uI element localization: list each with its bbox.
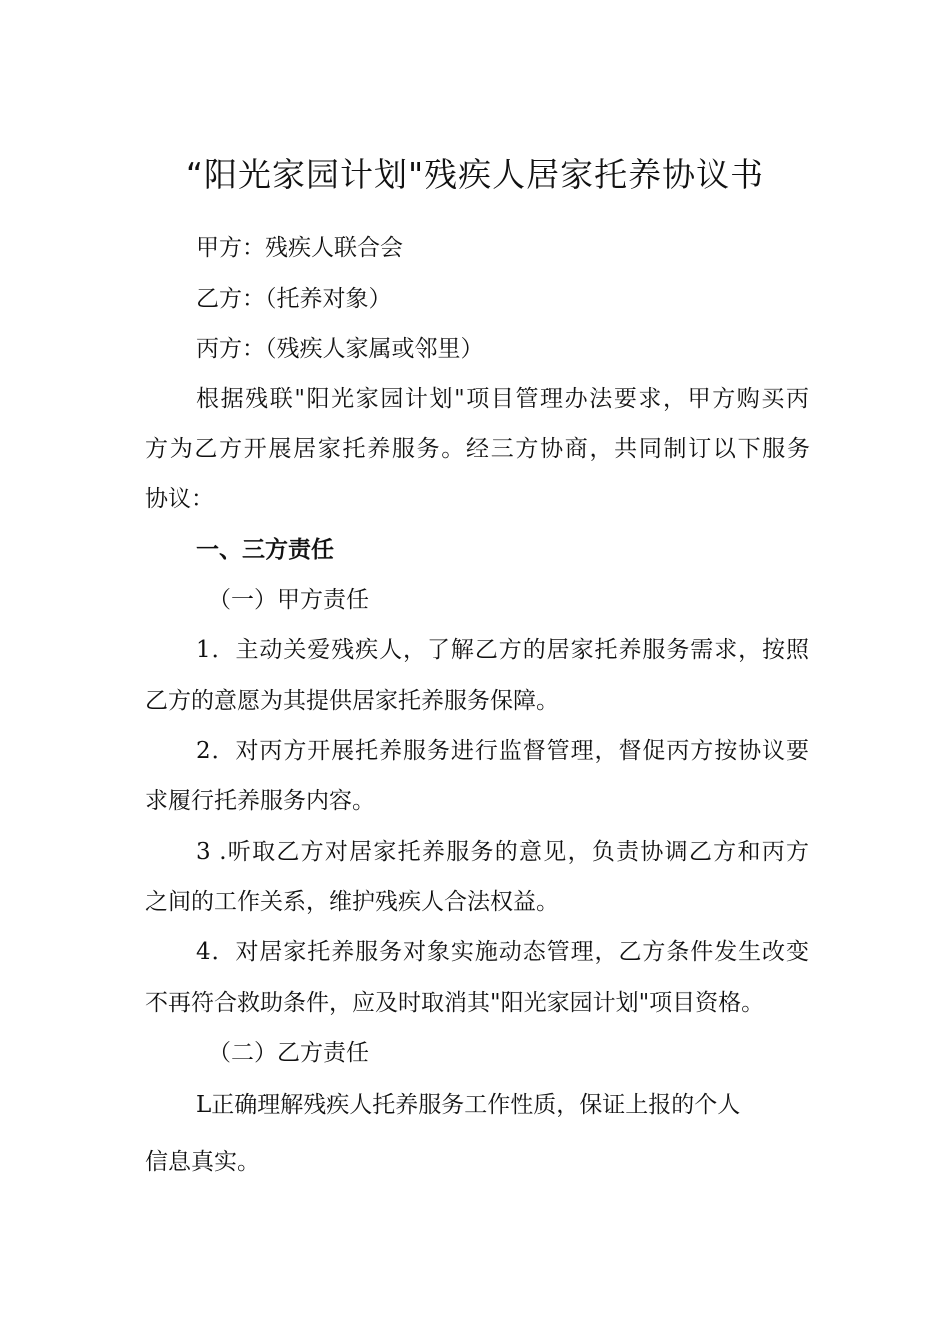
a-item-3-line-2: 之间的工作关系，维护残疾人合法权益。 — [145, 889, 559, 915]
subsection-b-heading: （二）乙方责任 — [208, 1040, 369, 1066]
section-1-heading: 一、三方责任 — [196, 537, 334, 563]
a-item-2-line-2: 求履行托养服务内容。 — [145, 788, 375, 814]
intro-line-3: 协议： — [145, 486, 214, 512]
a-item-3-line-1: 3 .听取乙方对居家托养服务的意见，负责协调乙方和丙方 — [196, 839, 809, 865]
a-item-2-line-1: 2．对丙方开展托养服务进行监督管理，督促丙方按协议要 — [196, 738, 809, 764]
party-b-line: 乙方：（托养对象） — [196, 286, 392, 312]
a-item-1-line-1: 1．主动关爱残疾人，了解乙方的居家托养服务需求，按照 — [196, 637, 809, 663]
party-a-line: 甲方：残疾人联合会 — [196, 235, 403, 261]
intro-line-2: 方为乙方开展居家托养服务。经三方协商，共同制订以下服务 — [145, 436, 810, 462]
b-item-1-line-1: L正确理解残疾人托养服务工作性质，保证上报的个人 — [196, 1092, 741, 1118]
a-item-4-line-1: 4．对居家托养服务对象实施动态管理，乙方条件发生改变 — [196, 939, 809, 965]
a-item-4-line-2: 不再符合救助条件，应及时取消其"阳光家园计划"项目资格。 — [145, 990, 765, 1016]
document-title: “阳光家园计划"残疾人居家托养协议书 — [185, 155, 765, 194]
a-item-1-line-2: 乙方的意愿为其提供居家托养服务保障。 — [145, 688, 559, 714]
intro-line-1: 根据残联"阳光家园计划"项目管理办法要求，甲方购买丙 — [196, 386, 809, 412]
b-item-1-line-2: 信息真实。 — [145, 1149, 260, 1175]
subsection-a-heading: （一）甲方责任 — [208, 587, 369, 613]
party-c-line: 丙方：（残疾人家属或邻里） — [196, 336, 484, 362]
